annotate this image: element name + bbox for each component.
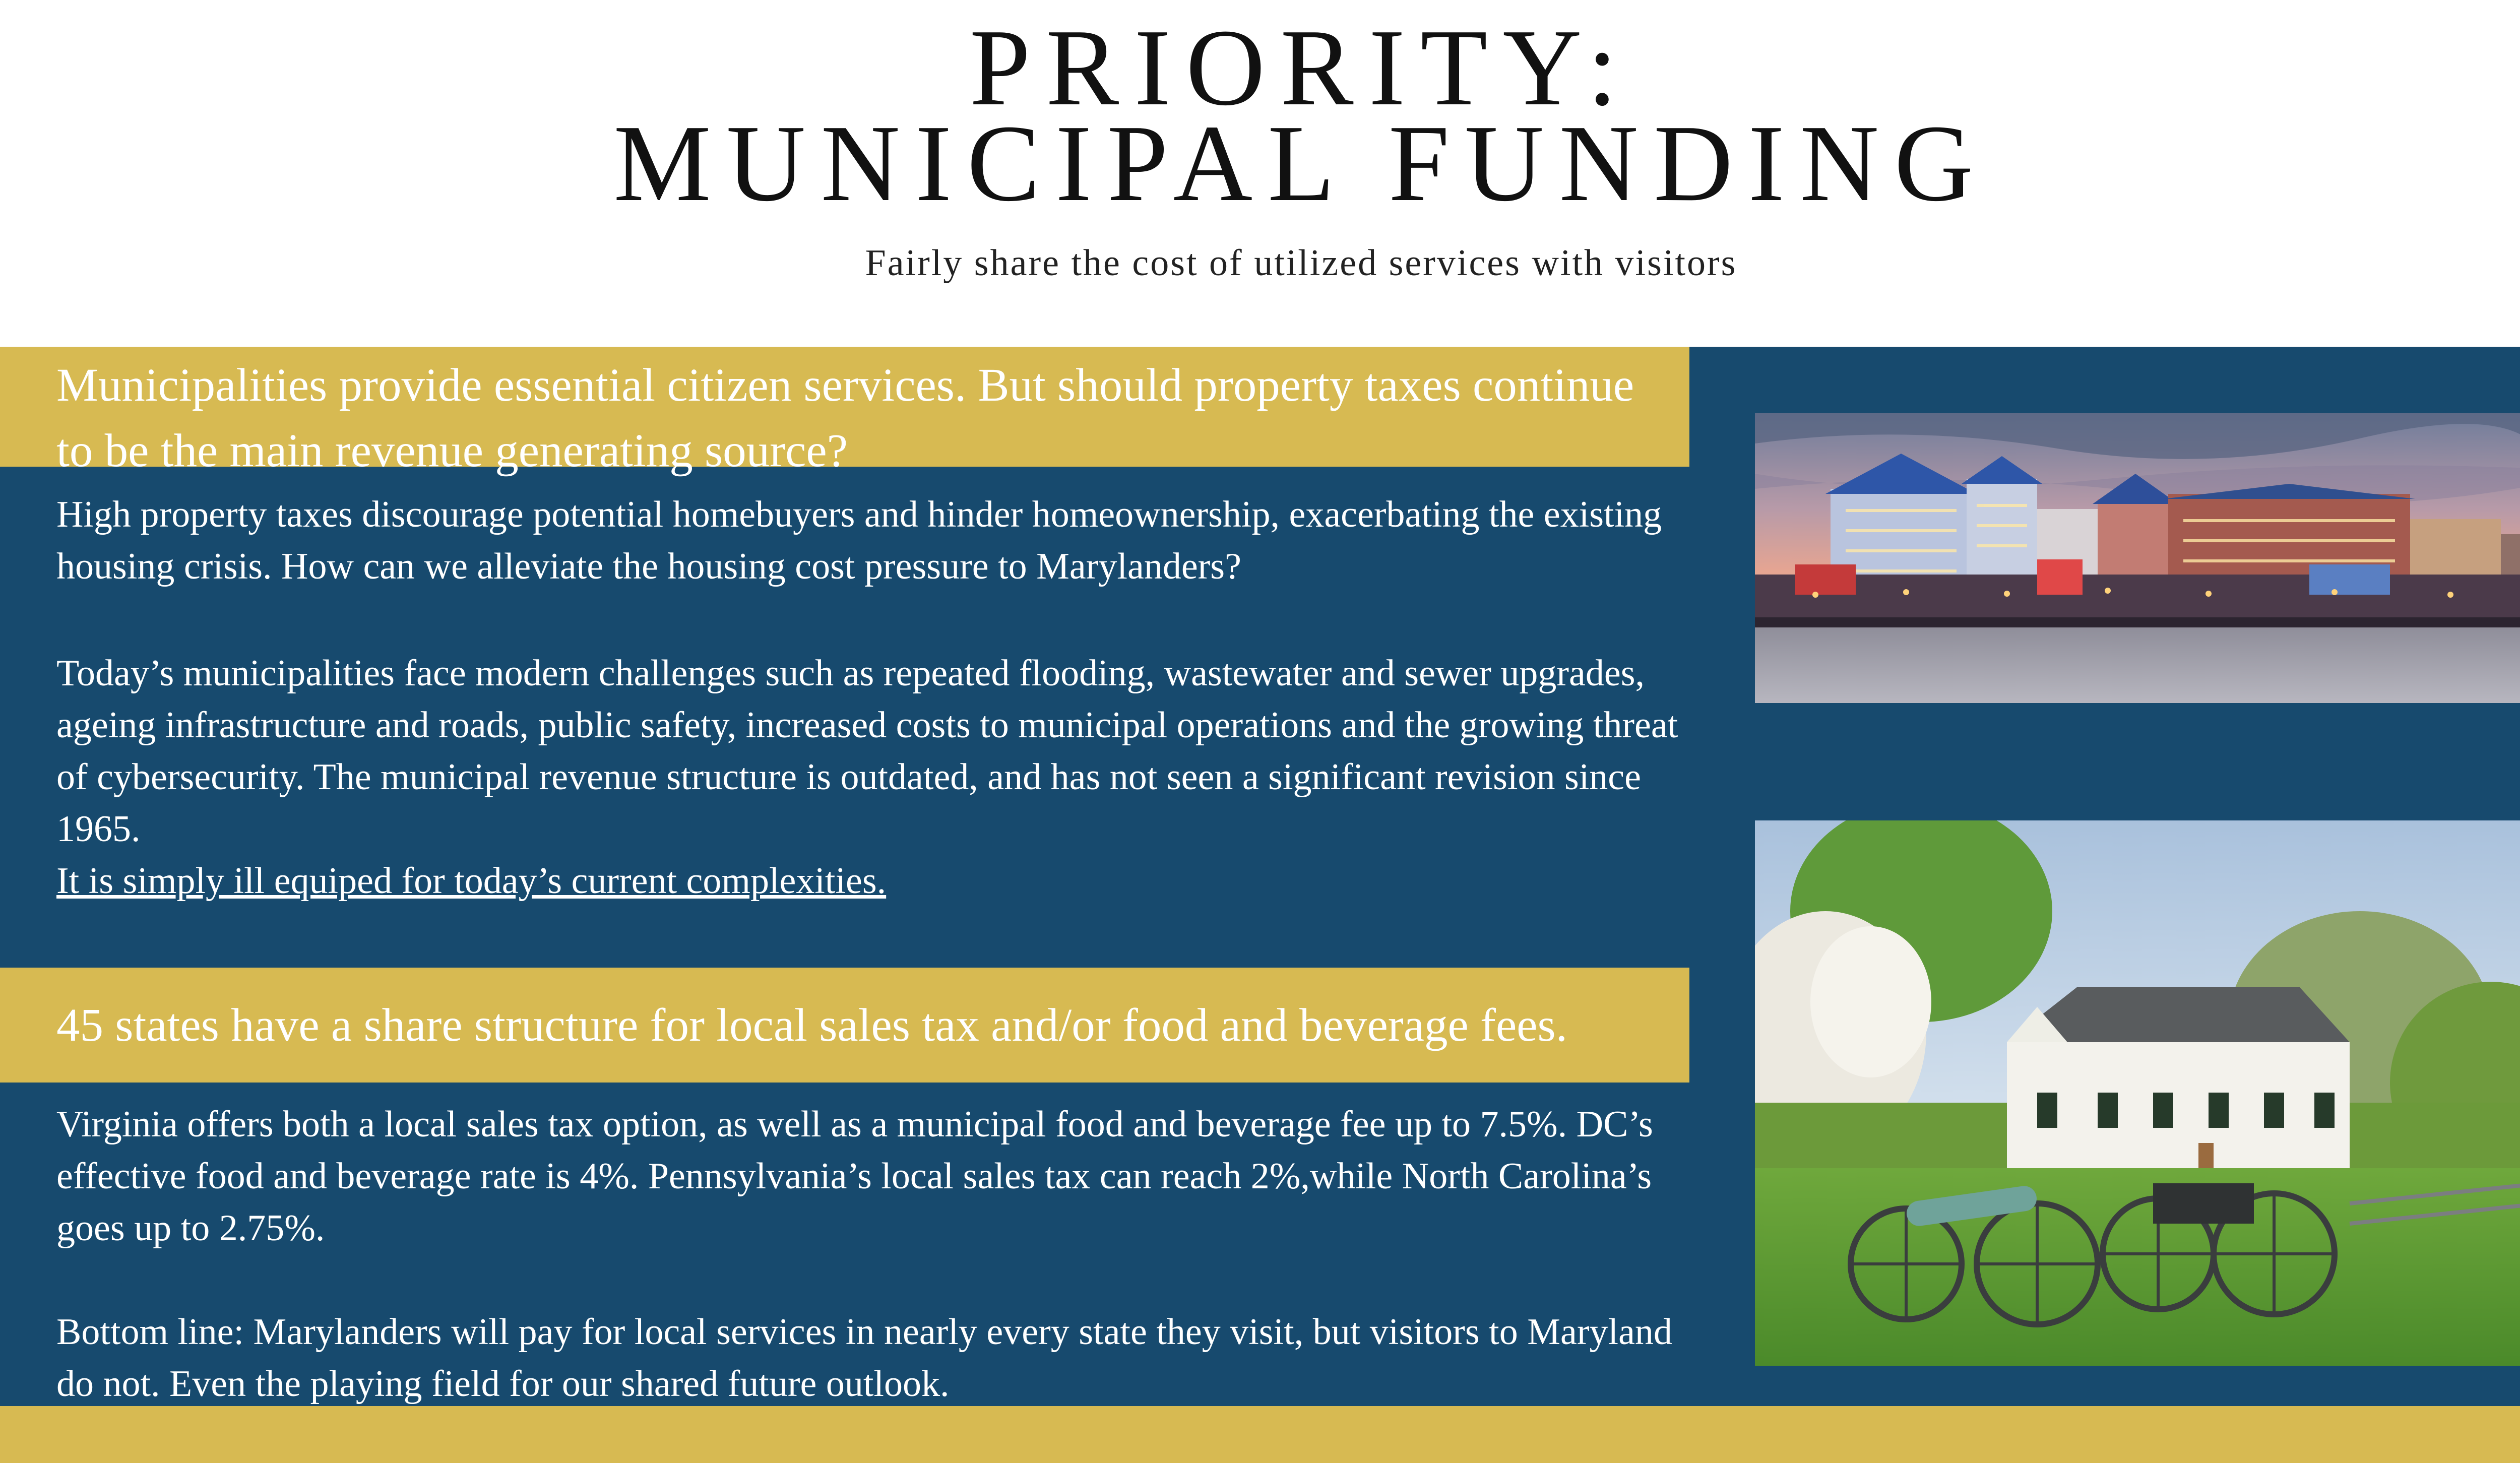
section-1-paragraph-2: Today’s municipalities face modern challenges such as repeated flooding, wastewater and sewer upgrades, ageing infrastructure and roads, public safety, increased costs to municipal operations and the growing threat of cybersecurity. The municipal revenue structure is outdated, and has not seen a significant revision since 1965. bbox=[56, 653, 1678, 850]
section-1-paragraph-1: High property taxes discourage potential homebuyers and hinder homeownership, exacerbating the existing housing crisis. How can we alleviate the housing cost pressure to Marylanders? bbox=[56, 494, 1662, 587]
page-subtitle: Fairly share the cost of utilized services with visitors bbox=[865, 242, 1737, 284]
page-title-line-2: MUNICIPAL FUNDING bbox=[613, 103, 1989, 224]
page-title-line-1: PRIORITY: bbox=[969, 7, 1633, 129]
page-title bbox=[0, 7, 2520, 224]
section-2-paragraph-2: Bottom line: Marylanders will pay for local services in nearly every state they visit, but visitors to Maryland do not. Even the playing field for our shared future outlook. bbox=[56, 1311, 1672, 1405]
bottom-gold-bar bbox=[0, 1406, 2520, 1463]
farmhouse-cannon-photo bbox=[1755, 820, 2520, 1366]
section-2-heading: 45 states have a share structure for local sales tax and/or food and beverage fees. bbox=[56, 999, 1567, 1051]
boardwalk-photo bbox=[1755, 413, 2520, 703]
section-1-heading: Municipalities provide essential citizen services. But should property taxes continue to be the main revenue generating source? bbox=[56, 359, 1634, 477]
section-1-underlined-statement: It is simply ill equiped for today’s current complexities. bbox=[56, 860, 887, 902]
section-2-paragraph-1: Virginia offers both a local sales tax option, as well as a municipal food and beverage fee up to 7.5%. DC’s effective food and beverage rate is 4%. Pennsylvania’s local sales tax can reach 2%,while North Carolina’s goes up to 2.75%. bbox=[56, 1104, 1653, 1249]
